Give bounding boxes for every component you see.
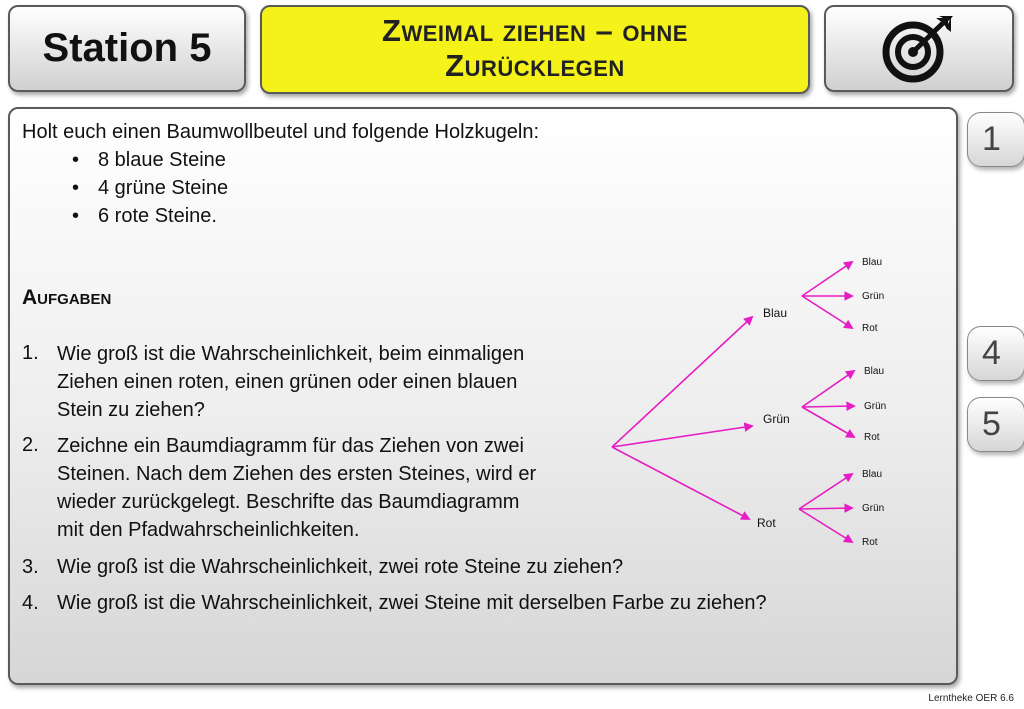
tree-label-second: Blau [862, 257, 883, 268]
tab-1[interactable]: 1 [967, 112, 1024, 167]
tasks-heading: Aufgaben [22, 286, 112, 309]
task-number: 4. [22, 592, 39, 614]
tree-branch [802, 371, 854, 407]
tree-branch [612, 447, 749, 519]
footer-text: Lerntheke OER 6.6 [928, 693, 1014, 704]
tree-branch [612, 317, 752, 447]
tree-branch [802, 262, 852, 296]
tree-branch [612, 426, 752, 447]
list-item: • 6 rote Steine. [72, 205, 217, 227]
list-item: • 8 blaue Steine [72, 149, 226, 171]
tree-branch [799, 509, 852, 542]
tree-branch [802, 406, 854, 407]
tree-label-second: Blau [862, 469, 883, 480]
task-1-text: Wie groß ist die Wahrscheinlichkeit, beim einmaligen Ziehen einen roten, einen grünen oder einen blauen Stein zu ziehen? [57, 343, 525, 421]
tree-label-second: Rot [864, 432, 880, 443]
tree-label-first: Grün [763, 412, 790, 426]
list-item: • 4 grüne Steine [72, 177, 229, 199]
tree-label-second: Grün [862, 503, 885, 514]
title-line-2: Zurücklegen [445, 48, 625, 83]
task-number: 1. [22, 342, 39, 364]
tree-label-second: Grün [864, 401, 887, 412]
task-4-text: Wie groß ist die Wahrscheinlichkeit, zwei Steine mit derselben Farbe zu ziehen? [57, 592, 767, 614]
title-line-1: Zweimal ziehen – ohne [382, 13, 688, 48]
tree-branch [802, 296, 852, 328]
task-number: 2. [22, 434, 39, 456]
tree-branch [802, 407, 854, 437]
tree-label-first: Blau [763, 306, 788, 320]
tree-label-second: Rot [862, 537, 878, 548]
task-2-text: Zeichne ein Baumdiagramm für das Ziehen von zwei Steinen. Nach dem Ziehen des ersten Steines, wird er wieder zurückgelegt. Beschrifte das Baumdiagramm mit den Pfadwahrscheinlichkeiten. [57, 435, 537, 541]
tree-label-second: Rot [862, 323, 878, 334]
tab-4[interactable]: 4 [967, 326, 1024, 381]
tree-label-first: Rot [757, 516, 776, 530]
task-3-text: Wie groß ist die Wahrscheinlichkeit, zwei rote Steine zu ziehen? [57, 556, 624, 578]
task-number: 3. [22, 556, 39, 578]
tree-branch [799, 474, 852, 509]
tree-branch [799, 508, 852, 509]
intro-text: Holt euch einen Baumwollbeutel und folgende Holzkugeln: [22, 121, 540, 143]
station-title: Station 5 [42, 26, 212, 70]
tree-label-second: Grün [862, 291, 885, 302]
tree-label-second: Blau [864, 366, 885, 377]
tab-5[interactable]: 5 [967, 397, 1024, 452]
